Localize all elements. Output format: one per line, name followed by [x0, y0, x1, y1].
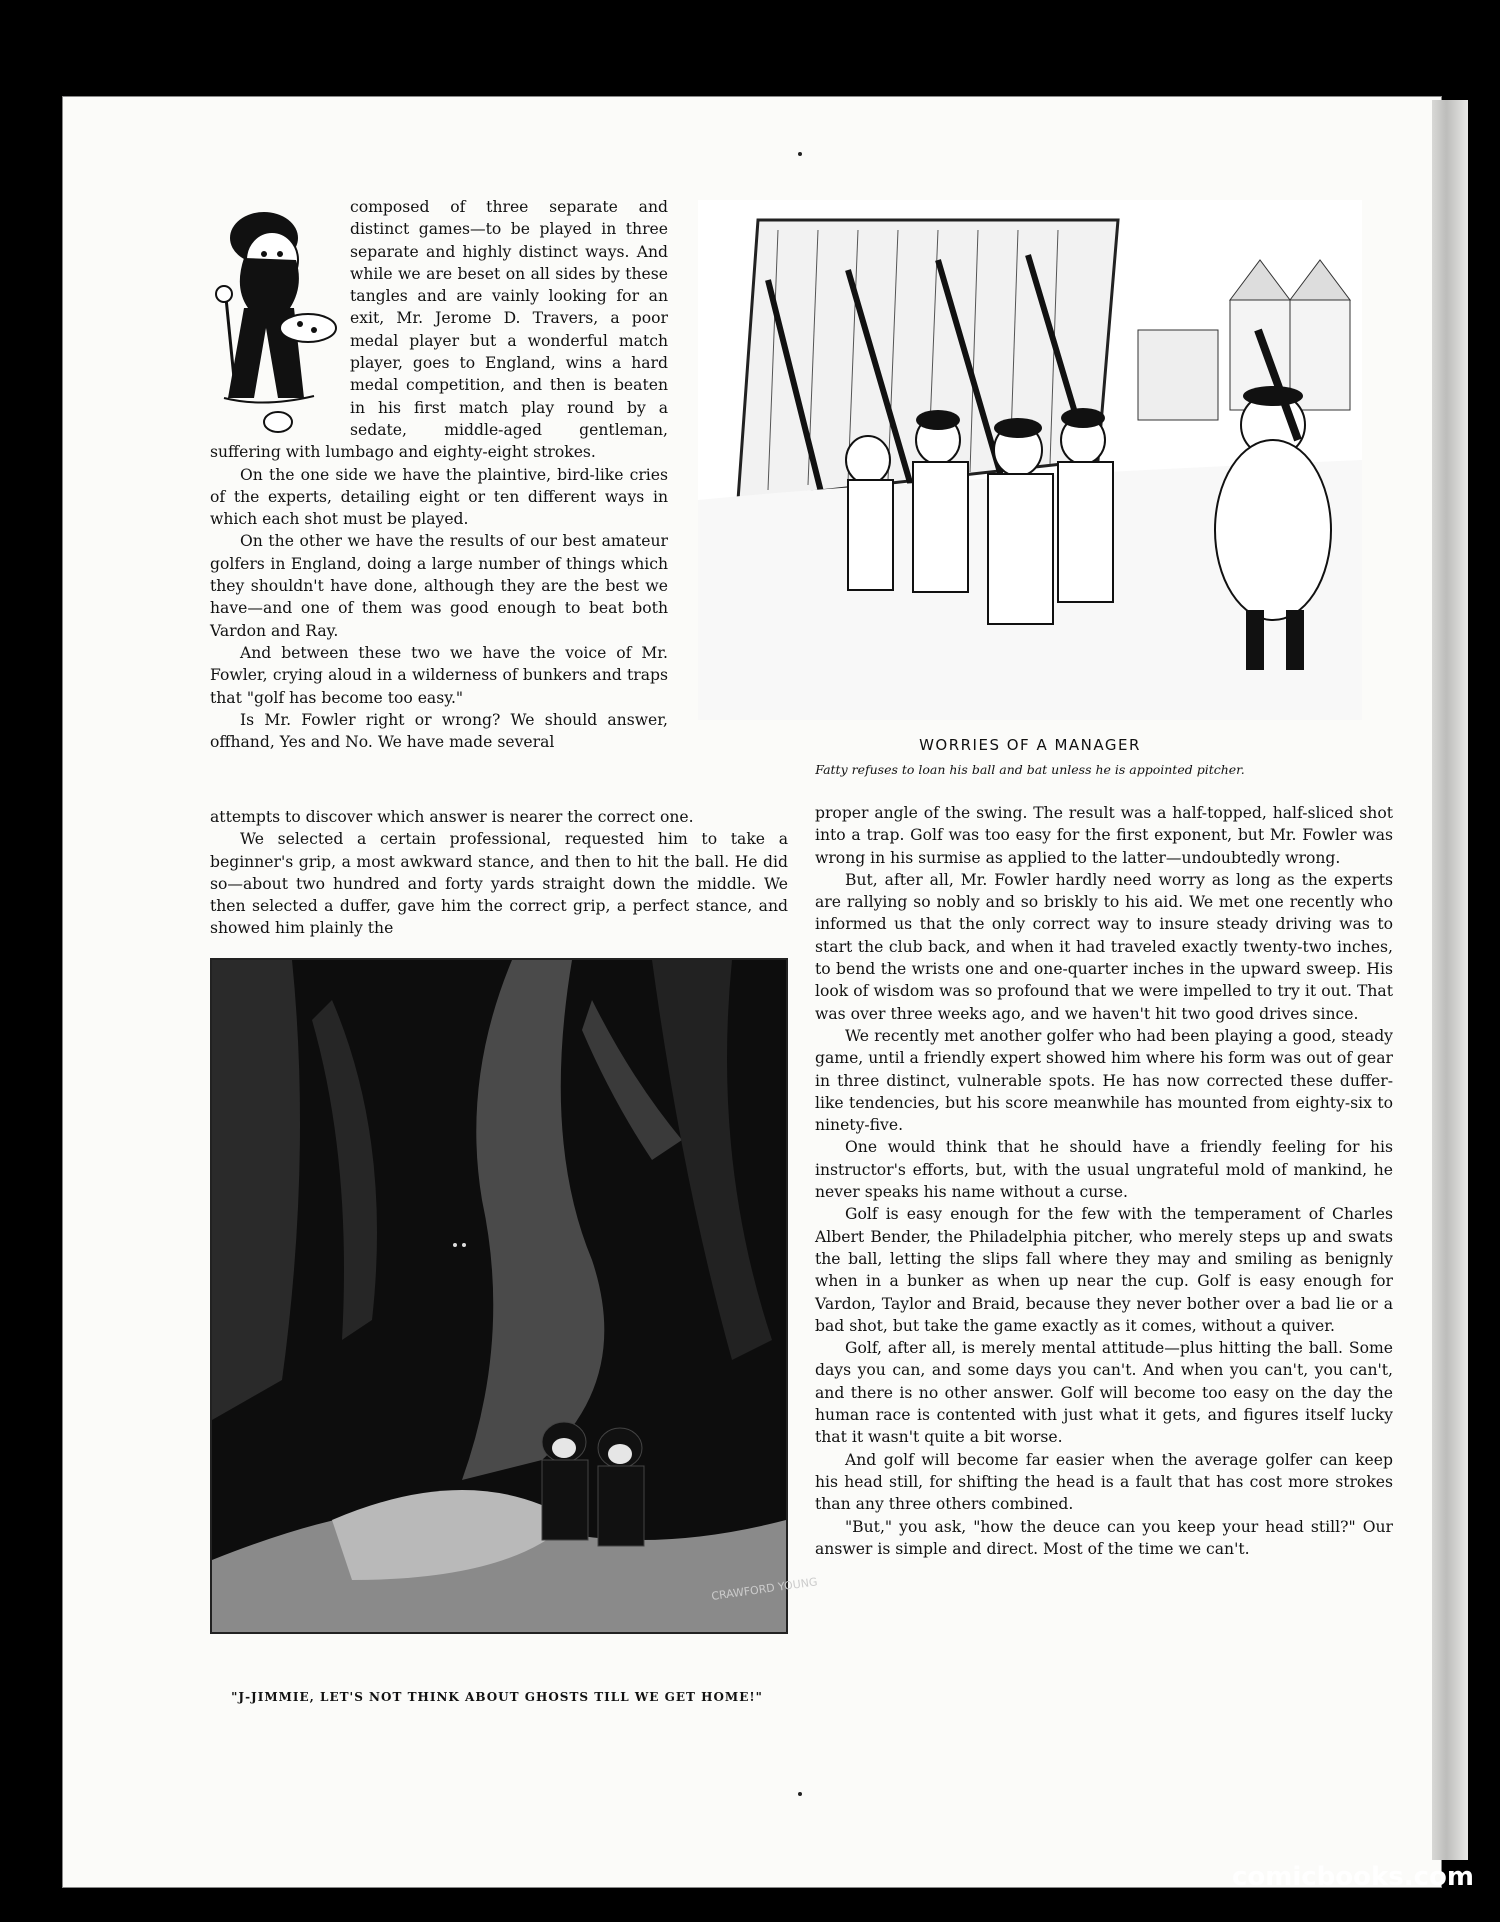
paragraph: We recently met another golfer who had been playing a good, steady game, until a friendly expert showed him where his form was out of gear in three distinct, vulnerable spots. He has now corrected these duffer-like tendencies, but his score meanwhile has mounted from eighty-six to ninety-five.: [815, 1026, 1393, 1135]
caricature-illustration: [204, 198, 342, 438]
paragraph: attempts to discover which answer is nearer the correct one.: [210, 808, 694, 826]
article-column-right: [815, 802, 1393, 1560]
illustration-ghosts-forest: [210, 958, 819, 1634]
figure-caption: Fatty refuses to loan his ball and bat unless he is appointed pitcher.: [815, 762, 1245, 777]
paragraph: proper angle of the swing. The result was a half-topped, half-sliced shot into a trap. Golf was too easy for the first exponent, but Mr. Fowler was wrong in his surmise as applied to the latter—undoubtedly wrong.: [815, 804, 1393, 867]
paragraph-intro: composed of three separate and distinct games—to be played in three separate and highly distinct ways. And while we are beset on all sides by these tangles and are vainly looking for an exit, Mr. Jerome D. Travers, a poor medal player but a wonderful match player, goes to England, wins a hard medal competition, and then is beaten in his first match play round by a sedate, middle-aged gentleman, suffering with lumbago and eighty-eight strokes.: [210, 196, 668, 464]
article-column-top-left: [210, 196, 668, 753]
paragraph: And golf will become far easier when the average golfer can keep his head still, for shifting the head is a fault that has cost more strokes than any three others combined.: [815, 1450, 1393, 1514]
speck: [798, 1792, 802, 1796]
paragraph: And between these two we have the voice of Mr. Fowler, crying aloud in a wilderness of bunkers and traps that "golf has become too easy.": [210, 643, 668, 707]
paragraph: But, after all, Mr. Fowler hardly need worry as long as the experts are rallying so nobly and so briskly to his aid. We met one recently who informed us that the only correct way to insure steady driving was to start the club back, and when it had traveled exactly twenty-two inches, to bend the wrists one and one-quarter inches in the upward sweep. His look of wisdom was so profound that we were impelled to try it out. That was over three weeks ago, and we haven't hit two good drives since.: [815, 870, 1393, 1023]
watermark: comicbooks.com: [1231, 1862, 1474, 1892]
paragraph: Is Mr. Fowler right or wrong? We should answer, offhand, Yes and No. We have made several: [210, 710, 668, 752]
speck: [798, 152, 802, 156]
page-binding-edge: [1432, 100, 1468, 1860]
paragraph: Golf, after all, is merely mental attitude—plus hitting the ball. Some days you can, and some days you can't. And when you can't, you can't, and there is no other answer. Golf will become too easy on the day the human race is contented with just what it gets, and figures itself lucky that it wasn't quite a bit worse.: [815, 1339, 1393, 1447]
paragraph: We selected a certain professional, requested him to take a beginner's grip, a most awkward stance, and then to hit the ball. He did so—about two hundred and forty yards straight down the middle. We then selected a duffer, gave him the correct grip, a perfect stance, and showed him plainly the: [210, 830, 788, 938]
figure-caption-bottom: "J-JIMMIE, LET'S NOT THINK ABOUT GHOSTS TILL WE GET HOME!": [231, 1690, 763, 1704]
paragraph: On the one side we have the plaintive, bird-like cries of the experts, detailing eight or ten different ways in which each shot must be played.: [210, 465, 668, 529]
artist-signature: CRAWFORD YOUNG: [710, 1575, 819, 1603]
paragraph: On the other we have the results of our best amateur golfers in England, doing a large number of things which they shouldn't have done, although they are the best we have—and one of them was good enough to beat both Vardon and Ray.: [210, 532, 668, 640]
paragraph: "But," you ask, "how the deuce can you keep your head still?" Our answer is simple and direct. Most of the time we can't.: [815, 1517, 1393, 1558]
paragraph: Golf is easy enough for the few with the temperament of Charles Albert Bender, the Philadelphia pitcher, who merely steps up and swats the ball, letting the slips fall where they may and smiling as benignly when in a bunker as when up near the cup. Golf is easy enough for Vardon, Taylor and Braid, because they never bother over a bad lie or a bad shot, but take the game exactly as it comes, without a quiver.: [815, 1205, 1393, 1335]
illustration-worries-of-a-manager: [698, 200, 1362, 720]
figure-title: WORRIES OF A MANAGER: [919, 736, 1141, 754]
article-column-lower-left: [210, 806, 788, 940]
paragraph: One would think that he should have a friendly feeling for his instructor's efforts, but, with the usual ungrateful mold of mankind, he never speaks his name without a curse.: [815, 1138, 1393, 1202]
